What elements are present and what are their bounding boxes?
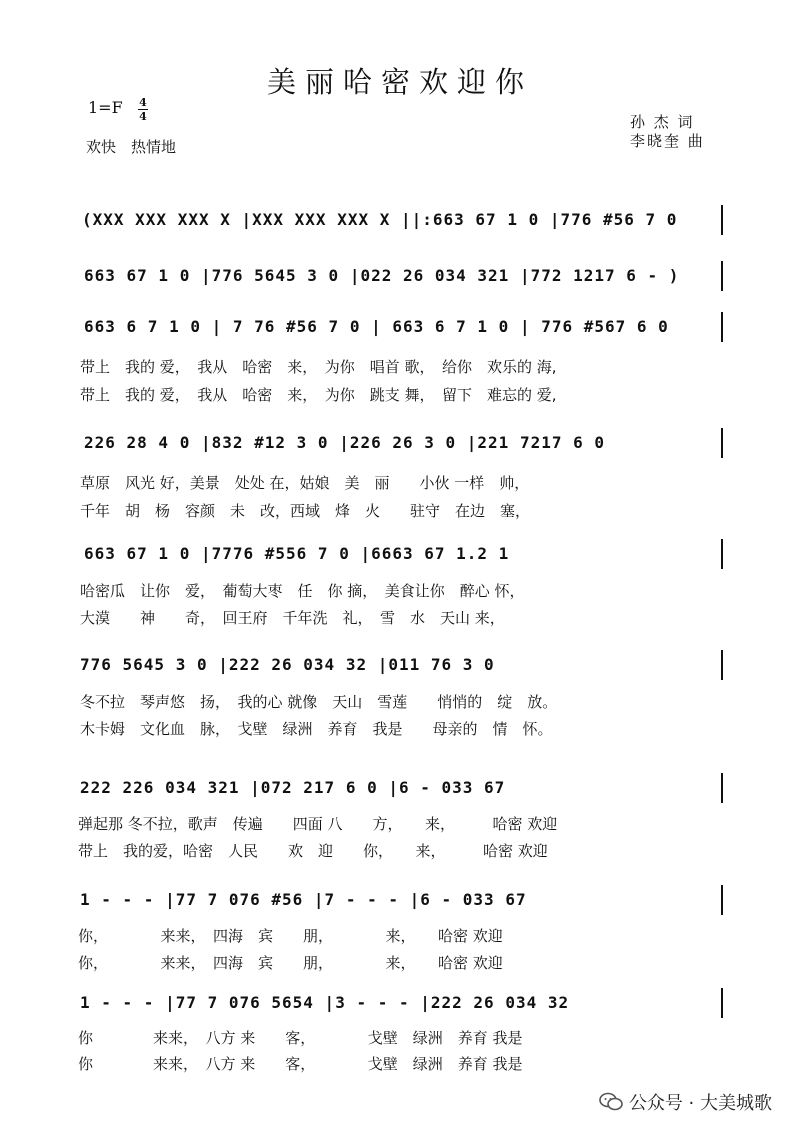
lyric-line: 大漠 神 奇， 回王府 千年洗 礼， 雪 水 天山 来， <box>80 609 505 627</box>
barline <box>721 773 723 803</box>
watermark-text: 公众号 · 大美城歌 <box>628 1093 772 1114</box>
tempo-marking: 欢快 热情地 <box>86 138 177 156</box>
lyric-line: 哈密瓜 让你 爱， 葡萄大枣 任 你 摘， 美食让你 醉心 怀， <box>80 582 525 600</box>
barline <box>721 428 723 458</box>
notation-line-5: 663 67 1 0 |7776 #556 7 0 |6663 67 1.2 1 <box>84 544 510 563</box>
lyric-line: 你， 来来， 四海 宾 朋， 来， 哈密 欢迎 <box>78 927 503 945</box>
meter-top: 4 <box>139 96 147 109</box>
lyric-line: 弹起那 冬不拉，歌声 传遍 四面 八 方， 来， 哈密 欢迎 <box>78 815 558 833</box>
barline <box>721 312 723 342</box>
barline <box>721 261 723 291</box>
notation-line-1: (XXX XXX XXX X |XXX XXX XXX X ||:663 67 1 0 |776 #56 7 0 <box>82 210 678 229</box>
wechat-icon <box>599 1092 623 1112</box>
barline <box>721 988 723 1018</box>
lyric-line: 草原 风光 好，美景 处处 在，姑娘 美 丽 小伙 一样 帅， <box>80 474 530 492</box>
notation-line-8: 1 - - - |77 7 076 #56 |7 - - - |6 - 033 67 <box>80 890 527 909</box>
lyric-line: 你， 来来， 四海 宾 朋， 来， 哈密 欢迎 <box>78 954 503 972</box>
time-signature <box>138 97 148 122</box>
barline <box>721 650 723 680</box>
notation-line-2: 663 67 1 0 |776 5645 3 0 |022 26 034 321 |772 1217 6 - ) <box>84 266 680 285</box>
lyric-line: 带上 我的爱，哈密 人民 欢 迎 你， 来， 哈密 欢迎 <box>78 842 548 860</box>
notation-line-6: 776 5645 3 0 |222 26 034 32 |011 76 3 0 <box>80 655 495 674</box>
lyric-line: 冬不拉 琴声悠 扬， 我的心 就像 天山 雪莲 悄悄的 绽 放。 <box>80 693 558 711</box>
watermark <box>599 1089 772 1115</box>
notation-line-4: 226 28 4 0 |832 #12 3 0 |226 26 3 0 |221 7217 6 0 <box>84 433 606 452</box>
lyric-line: 木卡姆 文化血 脉， 戈壁 绿洲 养育 我是 母亲的 情 怀。 <box>80 720 553 738</box>
composer-credit: 李晓奎 曲 <box>630 132 705 150</box>
lyric-line: 千年 胡 杨 容颜 未 改，西域 烽 火 驻守 在边 塞， <box>80 502 531 520</box>
lyric-line: 你 来来， 八方 来 客， 戈壁 绿洲 养育 我是 <box>78 1055 523 1073</box>
barline <box>721 205 723 235</box>
song-title: 美丽哈密欢迎你 <box>266 65 533 99</box>
key-signature: 1=F <box>88 98 123 117</box>
lyricist-credit: 孙 杰 词 <box>630 113 695 131</box>
lyric-line: 带上 我的 爱， 我从 哈密 来， 为你 跳支 舞， 留下 难忘的 爱, <box>80 386 557 404</box>
notation-line-7: 222 226 034 321 |072 217 6 0 |6 - 033 67 <box>80 778 506 797</box>
barline <box>721 539 723 569</box>
lyric-line: 你 来来， 八方 来 客， 戈壁 绿洲 养育 我是 <box>78 1029 523 1047</box>
meter-bottom: 4 <box>139 110 147 123</box>
notation-line-9: 1 - - - |77 7 076 5654 |3 - - - |222 26 034 32 <box>80 993 570 1012</box>
lyric-line: 带上 我的 爱， 我从 哈密 来， 为你 唱首 歌， 给你 欢乐的 海, <box>80 358 557 376</box>
barline <box>721 885 723 915</box>
notation-line-3: 663 6 7 1 0 | 7 76 #56 7 0 | 663 6 7 1 0 | 776 #567 6 0 <box>84 317 669 336</box>
